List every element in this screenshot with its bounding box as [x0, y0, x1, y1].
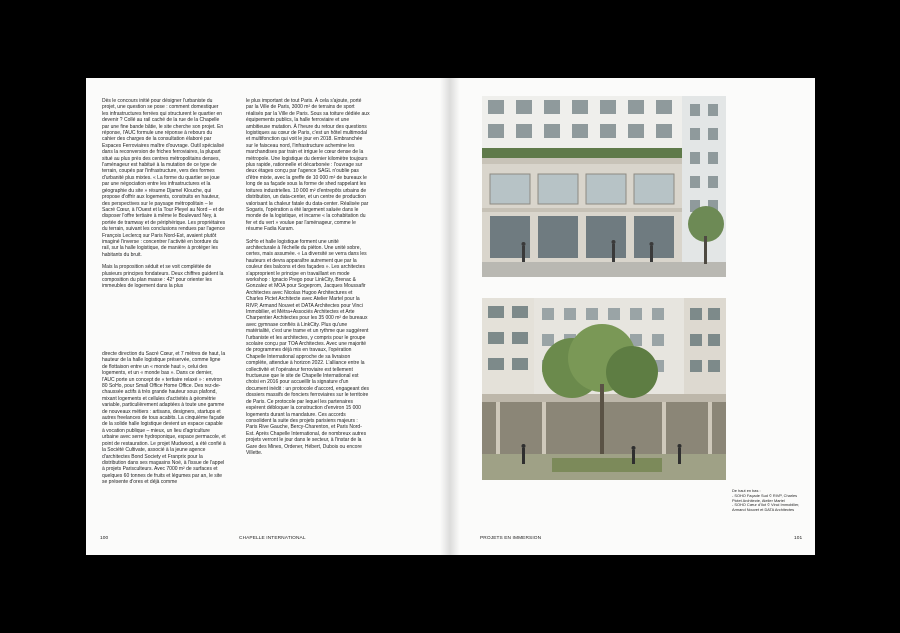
- paragraph: le plus important de tout Paris. À cela s'ajoute, porté par la Ville de Paris, 3000 m² de terrains de sport réalisés par la Ville de Paris. Sous sa toiture dédiée aux équipements publics, la halle ferroviaire et une ambitieuse mutation. À l'heure du retour des questions logistiques au cœur de Paris, c'est un hôtel multimodal et multifonction qui voit le jour en 2018. Embranchée sur le faisceau nord, l'infrastructure achemine les marchandises par train et irrigue le cœur dense de la métropole. Une logistique du dernier kilomètre toujours plus rapide, rationnelle et décarbonée : l'ouvrage sur deux étages conçu par l'agence SAGL n'oublie pas d'être mixte, avec la greffe de 10 000 m² de bureaux le long de sa façade sous la forme de shed rappelant les toitures industrielles. 10 000 m² d'entrepôts urbains de distribution, un data-center, et un centre de production valorisant la chaleur fatale du data-center. Réalisée par Sogaris, l'opération a été largement saluée dans le monde de la logistique, et incarne « la cohabitation du fer et du vert » voulue par l'aménageur, comme le résume Fadia Karam.: [246, 98, 370, 233]
- caption-line: - SOHO Cœur d'îlot © Vinci Immobilier, Armand Nouvet et DATA Architectes: [732, 502, 800, 513]
- photo-soho-coeur-ilot: [482, 298, 726, 480]
- paragraph: SoHo et halle logistique forment une unité architecturale à l'échelle du piéton. Une unité sobre, certes, mais assumée. « La diversité se verra dans les hauteurs et devra apparaître autrement que par la couleur des balcons et des façades ». Les architectes s'approprient le principe en travaillant en mode workshop : Ignacio Prego pour LinkCity, Brenac & Gonzalez et MOA pour Sogeprom, Jacques Moussafir Architectes avec Nicolas Hugoo Architectures et Charles Pictet Architecte avec Atelier Martel pour la RIVP, Armand Nouvet et DATA Architectes pour Vinci Immobilier, et Métra+Associés Architectes et Arte Charpentier Architectes pour les 35 000 m² de bureaux avec gymnase confiés à LinkCity. Plus qu'une matérialité, c'est une trame et un rythme que suggèrent l'urbaniste et les architectes, y compris pour le groupe scolaire conçu par TOA Architectes. Avec une majorité de programmes déjà mis en travaux, l'opération Chapelle International approche de sa livraison complète, attendue à horizon 2022. L'alliance entre la collectivité et l'opérateur ferroviaire est tellement fructueuse que le site de Chapelle International est choisi en 2016 pour accueillir la signature d'un document inédit : un protocole d'accord, engageant des dossiers massifs de fonciers ferroviaires sur le territoire de Paris. Ce protocole par lequel les partenaires espèrent débloquer la construction d'environ 15 000 logements durant la mandature. Ces accords consolident la suite des projets parisiens majeurs : Paris Rive Gauche, Bercy-Charenton, et Paris Nord-Est. Après Chapelle International, de nombreux autres projets verront le jour dans le secteur, à l'instar de la Gare des Mines, Ordener, Hébert, Dubois ou encore Villette.: [246, 238, 369, 456]
- right-page: [450, 78, 815, 555]
- text-column-2: [246, 98, 370, 462]
- text-column-1-bottom: [102, 351, 226, 492]
- gutter-shadow: [450, 78, 460, 555]
- running-header: PROJETS EN IMMERSION: [480, 536, 542, 541]
- page-number: 100: [100, 536, 109, 541]
- gutter-shadow: [440, 78, 450, 555]
- courtyard-illustration: [482, 298, 726, 480]
- running-header: CHAPELLE INTERNATIONAL: [239, 536, 306, 541]
- photo-caption: [732, 489, 804, 513]
- text-column-1-top: [102, 98, 226, 296]
- facade-illustration: [482, 96, 726, 277]
- left-page: [86, 78, 450, 555]
- paragraph: Mais la proposition séduit et se voit complétée de plusieurs principes fondateurs. Deux chiffres guident la composition du plan masse : 42° pour orienter les immeubles de logement dans la plus: [102, 264, 224, 290]
- caption-line: - SOHO Façade Sud © RIVP, Charles Pictet Architecte, Atelier Martel: [732, 492, 798, 503]
- photo-soho-facade-sud: [482, 96, 726, 277]
- caption-line: De haut en bas :: [732, 488, 761, 493]
- page-number: 101: [794, 536, 803, 541]
- paragraph: directe direction du Sacré Cœur, et 7 mètres de haut, la hauteur de la halle logistique préservée, comme ligne de flottaison entre un « monde haut », celui des logements, et un « monde bas ». Dans ce dernier, l'AUC porte un concept de « tertiaire relaxé » : environ 80 SoHo, pour Small Office Home Office. Des rez-de-chaussée actifs à très grande hauteur sous plafond, mixant logements et cellules d'activités à géométrie variable, particulièrement adaptées à toute une gamme de nouveaux métiers : artisans, designers, startups et autres freelances de tous acabits. La cinquième façade de la solide halle logistique devient un espace capable à vocation publique – mieux, un lieu d'agriculture urbaine avec serre hydroponique, espace permacole, et point de restauration. Le projet Mudwood, a été confié à la Société Cultivate, associé à la jeune agence d'architectes Bond Society et Franprix pour la distribution dans ses magasins Noé, à l'issue de l'appel à projets Parisculteurs. Avec 7000 m² de surfaces et quelques 60 tonnes de fruits et légumes par an, le site se présente d'ores et déjà comme: [102, 351, 226, 486]
- paragraph: Dès le concours initié pour désigner l'urbaniste du projet, une question se pose : comment domestiquer les infrastructures ferrées qui structurent le quartier en devenir ? Collé au rail caché de la rue de la Chapelle par une fine bande bâtie, le site cherche son projet. En réponse, l'AUC formule une réponse à rebours du cahier des charges de la consultation élaboré par Espaces Ferroviaires maître d'ouvrage. Outil spécialisé dans la reconversion de friches ferroviaires, la plupart situé au plus près des centres métropolitains denses, l'aménageur est habitué à la mutation de ce type de terrain, coupés par l'infrastructure, vers des formes d'urbanité plus mixtes. « La forme du quartier se joue par une négociation entre les infrastructures et la géographie du site » résume Djamel Klouche, qui propose d'offrir aux logements, construits en hauteur, des perspectives sur le paysage métropolitain – le Sacré Cœur, à l'Ouest et la Tour Pleyel au Nord – et de disposer l'offre tertiaire à même le Boulevard Ney, à portée de tramway et de périphérique. Les propriétaires du terrain, suivant les conclusions rendues par l'agence François Leclercq sur Paris Nord-Est, avaient plutôt imaginé l'inverse : concentrer l'activité en bordure du rail, sur la halle logistique, de manière à protéger les habitants du bruit.: [102, 98, 226, 258]
